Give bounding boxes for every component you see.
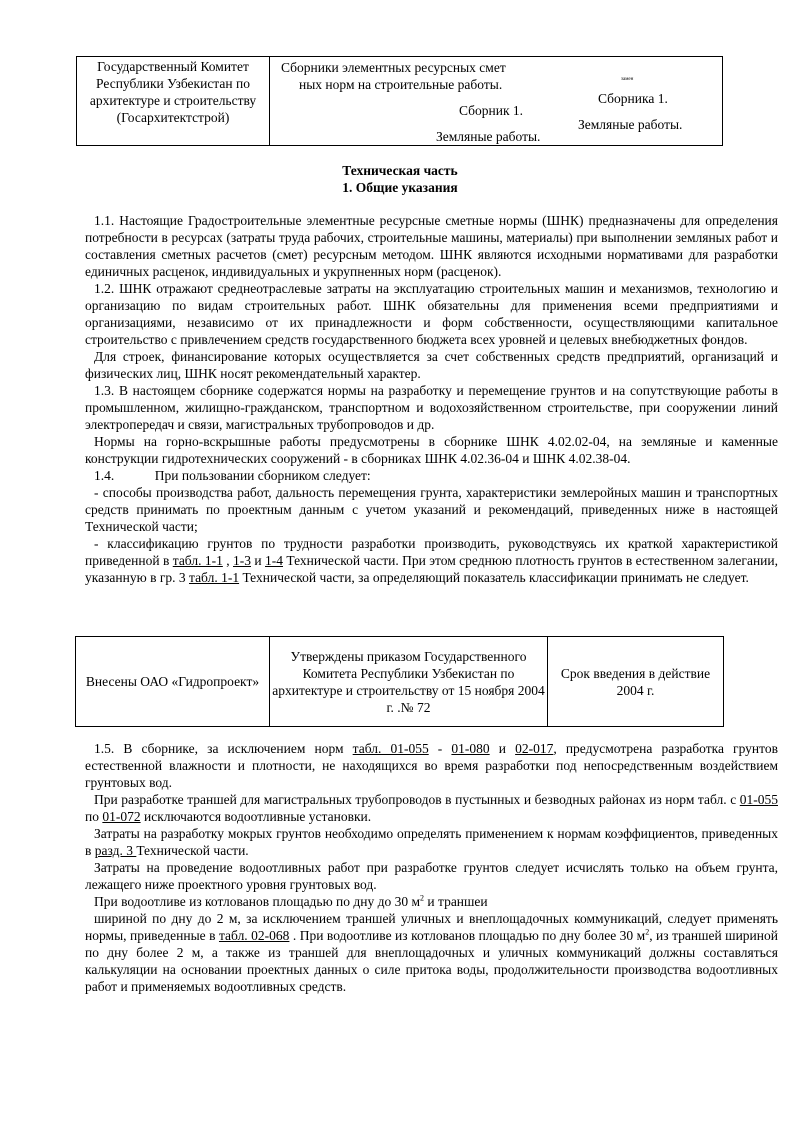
- paragraph-1-5d: Затраты на проведение водоотливных работ при разработке грунтов следует исчислять только на объем грунта, лежащего ниже проектного уровня грунтовых вод.: [85, 860, 778, 892]
- collection-subject: Земляные работы.: [436, 129, 541, 144]
- collection-title-line2: ных норм на строительные работы.: [299, 77, 503, 92]
- section-title: Техническая часть: [342, 163, 458, 178]
- link-table-1-4[interactable]: 1-4: [265, 553, 283, 568]
- link-01-055[interactable]: 01-055: [739, 792, 778, 807]
- paragraph-1-2b: Для строек, финансирование которых осуществляется за счет собственных средств предприятий, организаций и физических лиц, ШНК носят рекомендательный характер.: [85, 349, 778, 381]
- paragraph-1-1: 1.1. Настоящие Градостроительные элементные ресурсные сметные нормы (ШНК) предназначены для определения потребности в ресурсах (затраты труда рабочих, строительные машины, материалы) при выполнении земляных работ и составления сметных расчетов (смет) ресурсным методом. ШНК являются исходными нормативами для разработки единичных расценок, индивидуальных и укрупненных норм (расценок).: [85, 213, 778, 279]
- section-subtitle: 1. Общие указания: [342, 180, 458, 195]
- paragraph-1-4b: - классификацию грунтов по трудности разработки производить, руководствуясь их краткой характеристикой приведенной в табл. 1-1 , 1-3 и 1-4 Технической части. При этом среднюю плотность грунтов в естественном залегании, указанную в гр. 3 табл. 1-1 Технической части, за определяющий показатель классификации принимать не следует.: [85, 536, 778, 585]
- effective-date: Срок введения в действие 2004 г.: [560, 665, 711, 698]
- replaced-collection-subject: Земляные работы.: [578, 117, 683, 132]
- paragraph-1-4a: - способы производства работ, дальность перемещения грунта, характеристики землеройных машин и транспортных средств принимать по проектным данным с учетом указаний и рекомендаций, приведенных ниже в настоящей Технической части;: [85, 485, 778, 534]
- link-table-1-1-b[interactable]: табл. 1-1: [189, 570, 240, 585]
- paragraph-1-5e: При водоотливе из котлованов площадью по дну до 30 $м^2$ и траншеи: [94, 893, 488, 909]
- header-table: [76, 56, 723, 146]
- body-text-2: [85, 740, 778, 995]
- paragraph-1-5c: Затраты на разработку мокрых грунтов необходимо определять применением к нормам коэффициентов, приведенных в разд. 3 Технической части.: [85, 826, 778, 858]
- body-text-1: [85, 212, 778, 586]
- paragraph-1-3b: Нормы на горно-вскрышные работы предусмотрены в сборнике ШНК 4.02.02-04, на земляные и каменные конструкции гидротехнических сооружений - в сборниках ШНК 4.02.36-04 и ШНК 4.02.38-04.: [85, 434, 778, 466]
- link-table-01-055[interactable]: табл. 01-055: [352, 741, 429, 756]
- collection-number: Сборник 1.: [459, 103, 524, 118]
- link-table-02-017[interactable]: 02-017: [515, 741, 554, 756]
- paragraph-1-3: 1.3. В настоящем сборнике содержатся нормы на разработку и перемещение грунтов и на сопутствующие работы в промышленном, жилищно-гражданском, транспортном и водохозяйственном строительстве, при сооружении линий электропередач и связи, магистральных трубопроводов и др.: [85, 383, 778, 432]
- collection-cell: [273, 57, 723, 145]
- introduced-by: Внесены ОАО «Гидропроект»: [76, 637, 270, 726]
- collection-title-line1: Сборники элементных ресурсных смет: [281, 60, 506, 75]
- link-01-072[interactable]: 01-072: [102, 809, 141, 824]
- replace-mark: замен: [621, 77, 634, 82]
- link-section-3[interactable]: разд. 3: [94, 843, 137, 858]
- replaced-collection-number: Сборника 1.: [598, 91, 668, 106]
- paragraph-1-5: 1.5. В сборнике, за исключением норм табл. 01-055 - 01-080 и 02-017, предусмотрена разработка грунтов естественной влажности и плотности, не находящихся во время разработки под непосредственным воздействием грунтовых вод.: [85, 741, 778, 790]
- paragraph-1-5f: шириной по дну до 2 м, за исключением траншей уличных и внеплощадочных коммуникаций, следует применять нормы, приведенные в табл. 02-068 . При водоотливе из котлованов площадью по дну более 30 $м^2$, из траншей шириной по дну более 2 м, а также из траншей для внеплощадочных и уличных коммуникаций должны составляться калькуляции на основании проектных данных о силе притока воды, продолжительности производства водоотливных работ и применяемых водоотливных средств.: [85, 911, 778, 994]
- link-table-01-080[interactable]: 01-080: [451, 741, 490, 756]
- link-table-1-3[interactable]: 1-3: [233, 553, 251, 568]
- paragraph-1-5b: При разработке траншей для магистральных трубопроводов в пустынных и безводных районах из норм табл. с 01-055 по 01-072 исключаются водоотливные установки.: [85, 792, 778, 824]
- org-name: Государственный Комитет Республики Узбекистан по архитектуре и строительству (Госархитектстрой): [77, 57, 270, 145]
- paragraph-1-2: 1.2. ШНК отражают среднеотраслевые затраты на эксплуатацию строительных машин и механизмов, технологию и организацию по видам строительных работ. ШНК обязательны для применения всеми предприятиями и организациями, независимо от их принадлежности и форм собственности, осуществляющими капитальное строительство с привлечением средств государственного бюджета всех уровней и целевых внебюджетных фондов.: [85, 281, 778, 347]
- paragraph-1-4: 1.4. При пользовании сборником следует:: [94, 468, 371, 483]
- approved-by: Утверждены приказом Государственного Комитета Республики Узбекистан по архитектуре и строительству от 15 ноября 2004 г. .№ 72: [270, 637, 548, 726]
- approval-table: [75, 636, 724, 727]
- link-table-1-1[interactable]: табл. 1-1: [172, 553, 223, 568]
- link-table-02-068[interactable]: табл. 02-068: [218, 928, 290, 943]
